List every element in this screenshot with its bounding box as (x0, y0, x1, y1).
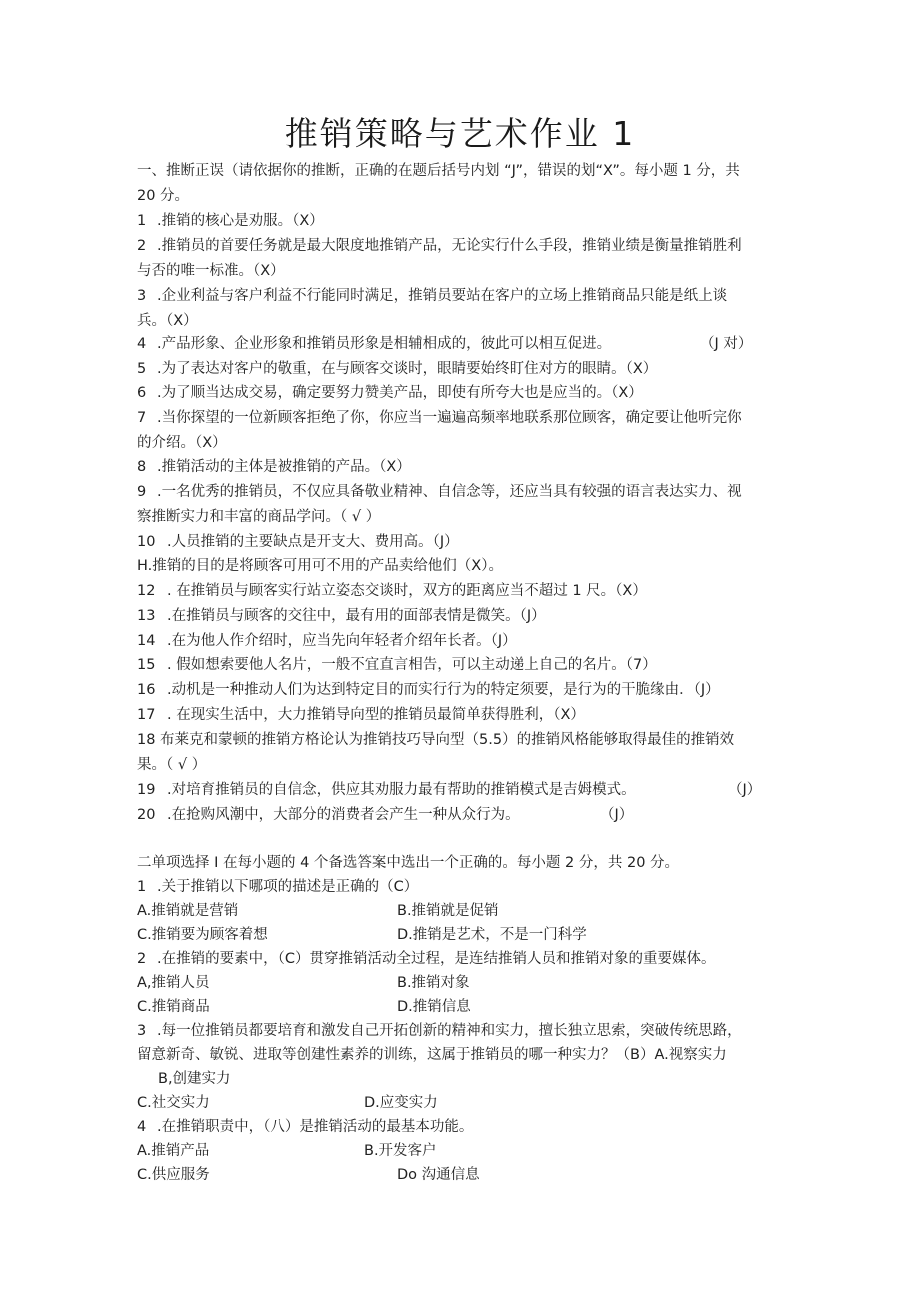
q4-option-c: C.供应服务 (137, 1167, 210, 1183)
document-title: 推销策略与艺术作业 1 (284, 114, 636, 153)
item-number: 9 (137, 484, 147, 500)
tf-item-3 (137, 286, 727, 306)
tf-item-2-cont: 与否的唯一标准。（X） (137, 263, 285, 279)
item-text: . 在推销员与顾客实行站立姿态交谈时，双方的距离应当不超过 1 尺。（X） (167, 583, 647, 599)
tf-item-1 (137, 211, 324, 231)
item-text: . 假如想索要他人名片，一般不宜直言相告，可以主动递上自己的名片。（7） (167, 657, 657, 673)
tf-item-13 (137, 606, 546, 626)
tf-item-7-cont: 的介绍。（X） (137, 435, 227, 451)
item-text: .动机是一种推动人们为达到特定目的而实行行为的特定须要，是行为的干脆缘由．（J） (167, 682, 720, 698)
q2-option-c: C.推销商品 (137, 999, 210, 1015)
item-text: .企业利益与客户利益不行能同时满足，推销员要站在客户的立场上推销商品只能是纸上谈 (157, 288, 728, 304)
q3-option-b: B,创建实力 (158, 1071, 231, 1087)
item-text: .一名优秀的推销员，不仅应具备敬业精神、自信念等，还应当具有较强的语言表达实力、视 (157, 484, 742, 500)
tf-item-20-answer: （J） (600, 807, 634, 823)
tf-item-3-cont: 兵。（X） (137, 313, 198, 329)
item-text: .在抢购风潮中，大部分的消费者会产生一种从众行为。 (167, 807, 520, 823)
tf-item-5 (137, 359, 657, 379)
item-number: 17 (137, 707, 156, 723)
tf-item-20 (137, 805, 520, 825)
item-number: 13 (137, 608, 156, 624)
item-number: 20 (137, 807, 156, 823)
mc-question-2 (137, 949, 715, 969)
tf-item-4 (137, 334, 611, 354)
q3-option-c: C.社交实力 (137, 1095, 210, 1111)
item-text: .为了表达对客户的敬重，在与顾客交谈时，眼睛要始终盯住对方的眼睛。（X） (157, 361, 658, 377)
item-number: 3 (137, 288, 147, 304)
item-text: .推销的核心是劝服。（X） (157, 213, 324, 229)
item-text: .在推销员与顾客的交往中，最有用的面部表情是微笑。（J） (167, 608, 546, 624)
item-text: .人员推销的主要缺点是开支大、费用高。（J） (167, 534, 459, 550)
item-number: 12 (137, 583, 156, 599)
question-text: .在推销的要素中，（C）贯穿推销活动全过程，是连结推销人员和推销对象的重要媒体。 (157, 951, 716, 967)
item-text: .当你探望的一位新顾客拒绝了你，你应当一遍遍高频率地联系那位顾客，确定要让他听完你 (157, 410, 742, 426)
tf-item-10 (137, 532, 459, 552)
item-number: 6 (137, 385, 147, 401)
question-number: 1 (137, 879, 147, 895)
item-number: 15 (137, 657, 156, 673)
item-number: 10 (137, 534, 156, 550)
tf-item-18-cont: 果。（ √ ） (137, 757, 207, 773)
item-text: .对培育推销员的自信念，供应其劝服力最有帮助的推销模式是吉姆模式。 (167, 782, 636, 798)
mc-question-1 (137, 877, 418, 897)
tf-item-9 (137, 482, 742, 502)
q4-option-d: Do 沟通信息 (397, 1167, 480, 1183)
tf-item-14 (137, 631, 517, 651)
item-text: . 在现实生活中，大力推销导向型的推销员最简单获得胜利，（X） (167, 707, 585, 723)
q1-option-d: D.推销是艺术，不是一门科学 (397, 927, 587, 943)
question-number: 2 (137, 951, 147, 967)
question-number: 3 (137, 1023, 147, 1039)
tf-item-19-answer: （J） (728, 782, 762, 798)
item-text: .产品形象、企业形象和推销员形象是相辅相成的，彼此可以相互促进。 (157, 336, 612, 352)
tf-item-2 (137, 236, 742, 256)
item-text: .推销员的首要任务就是最大限度地推销产品，无论实行什么手段，推销业绩是衡量推销胜利 (157, 238, 742, 254)
q2-option-d: D.推销信息 (397, 999, 471, 1015)
q2-option-b: B.推销对象 (397, 975, 470, 991)
tf-item-16 (137, 680, 720, 700)
tf-item-8 (137, 457, 411, 477)
mc-question-4 (137, 1117, 473, 1137)
question-number: 4 (137, 1119, 147, 1135)
tf-item-11: H.推销的目的是将顾客可用可不用的产品卖给他们（X）。 (137, 558, 503, 574)
tf-item-6 (137, 383, 643, 403)
tf-item-7 (137, 408, 742, 428)
section2-header: 二单项选择 I 在每小题的 4 个备选答案中选出一个正确的。每小题 2 分，共 20 分。 (137, 855, 680, 871)
section1-header: 一、推断正误（请依据你的推断，正确的在题后括号内划 “J”，错误的划“X”。每小题 1 分，共 (137, 163, 740, 179)
item-text: .推销活动的主体是被推销的产品。（X） (157, 459, 411, 475)
question-text: .每一位推销员都要培育和激发自己开拓创新的精神和实力，擅长独立思索，突破传统思路， (157, 1023, 742, 1039)
item-number: 7 (137, 410, 147, 426)
item-number: 14 (137, 633, 156, 649)
tf-item-19 (137, 780, 636, 800)
item-number: 1 (137, 213, 147, 229)
q4-option-a: A.推销产品 (137, 1143, 210, 1159)
mc-question-3 (137, 1021, 742, 1041)
item-number: 2 (137, 238, 147, 254)
item-number: 19 (137, 782, 156, 798)
question-text: .在推销职责中，（八）是推销活动的最基本功能。 (157, 1119, 474, 1135)
tf-item-4-answer: （J 对） (700, 336, 753, 352)
q1-option-c: C.推销要为顾客着想 (137, 927, 268, 943)
q2-option-a: A,推销人员 (137, 975, 210, 991)
item-text: .在为他人作介绍时，应当先向年轻者介绍年长者。（J） (167, 633, 517, 649)
tf-item-18: 18 布莱克和蒙顿的推销方格论认为推销技巧导向型（5.5）的推销风格能够取得最佳的推销效 (137, 732, 735, 748)
item-number: 5 (137, 361, 147, 377)
item-number: 16 (137, 682, 156, 698)
section1-header-cont: 20 分。 (137, 188, 190, 204)
item-number: 4 (137, 336, 147, 352)
tf-item-12 (137, 581, 647, 601)
q4-option-b: B.开发客户 (364, 1143, 437, 1159)
tf-item-17 (137, 705, 585, 725)
mc-question-3-cont: 留意新奇、敏锐、进取等创建性素养的训练，这属于推销员的哪一种实力？（B）A.视察实力 (137, 1047, 727, 1063)
tf-item-15 (137, 655, 657, 675)
item-text: .为了顺当达成交易，确定要努力赞美产品，即使有所夸大也是应当的。（X） (157, 385, 643, 401)
question-text: .关于推销以下哪项的描述是正确的（C） (157, 879, 419, 895)
q1-option-b: B.推销就是促销 (397, 903, 499, 919)
item-number: 8 (137, 459, 147, 475)
q1-option-a: A.推销就是营销 (137, 903, 239, 919)
tf-item-9-cont: 察推断实力和丰富的商品学问。（ √ ） (137, 509, 381, 525)
q3-option-d: D.应变实力 (364, 1095, 438, 1111)
